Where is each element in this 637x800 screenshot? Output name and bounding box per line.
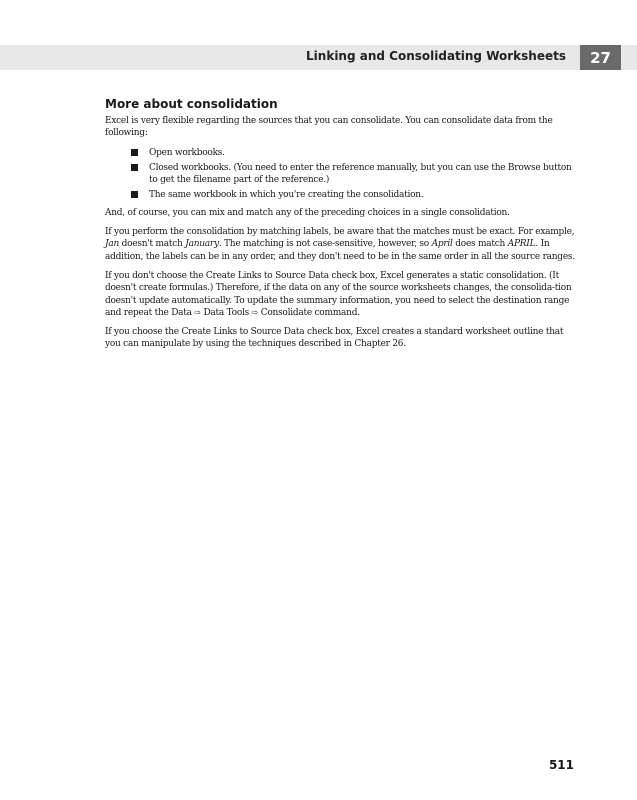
text-run: If you perform the consolidation by matching labels, be aware that the matches must be exact. For example,: [105, 227, 575, 238]
text-run: . In addition, the labels can be in any order, and they don't need to be in the same order in all the source ranges.: [105, 239, 575, 262]
running-head: Linking and Consolidating Worksheets: [306, 49, 566, 63]
text-run: doesn't match: [119, 239, 186, 250]
square-bullet-icon: [131, 191, 138, 198]
chapter-number: 27: [590, 48, 611, 67]
text-run: If you don't choose the Create Links to Source Data check box, Excel generates a static consolidation. (It doesn't create formulas.) Therefore, if the data on any of the source worksheets changes, the consolida-tion doesn't update automatically. To update the summary information, you need to select the destination range and repeat the Data: [105, 270, 572, 318]
page-body: [105, 97, 575, 358]
text-run: Data Tools: [200, 307, 252, 318]
list-item-text: Closed workbooks. (You need to enter the reference manually, but you can use the Browse button to get the filename part of the reference.): [149, 162, 572, 186]
mix-paragraph: And, of course, you can mix and match any of the preceding choices in a single consolidation.: [105, 207, 510, 218]
source-list: [105, 147, 575, 202]
text-run: Consolidate command.: [258, 307, 360, 318]
section-heading: More about consolidation: [105, 97, 278, 111]
text-run: . The matching is not case-sensitive, however, so: [218, 239, 432, 250]
page-number: 511: [548, 758, 574, 772]
menu-arrow-icon: ⇨: [194, 307, 201, 317]
list-item-text: The same workbook in which you're creating the consolidation.: [149, 190, 424, 201]
emphasis-april: April: [431, 239, 453, 250]
intro-paragraph: Excel is very flexible regarding the sources that you can consolidate. You can consolidate data from the following:: [105, 116, 553, 139]
list-item: [105, 162, 575, 187]
chapter-number-tab: [580, 45, 621, 70]
list-item: [105, 147, 575, 159]
emphasis-jan: Jan: [105, 239, 120, 250]
list-item: [105, 189, 575, 201]
list-item-text: Open workbooks.: [149, 147, 225, 158]
square-bullet-icon: [131, 164, 138, 171]
labels-paragraph: [105, 226, 575, 263]
emphasis-APRIL: APRIL: [507, 239, 536, 250]
menu-arrow-icon: ⇨: [251, 307, 259, 317]
outline-paragraph: If you choose the Create Links to Source Data check box, Excel creates a standard worksheet outline that you can manipulate by using the techniques described in Chapter 26.: [105, 327, 564, 350]
text-run: does match: [452, 239, 508, 250]
emphasis-january: January: [185, 239, 219, 250]
square-bullet-icon: [131, 149, 138, 156]
static-consolidation-paragraph: [105, 270, 575, 319]
